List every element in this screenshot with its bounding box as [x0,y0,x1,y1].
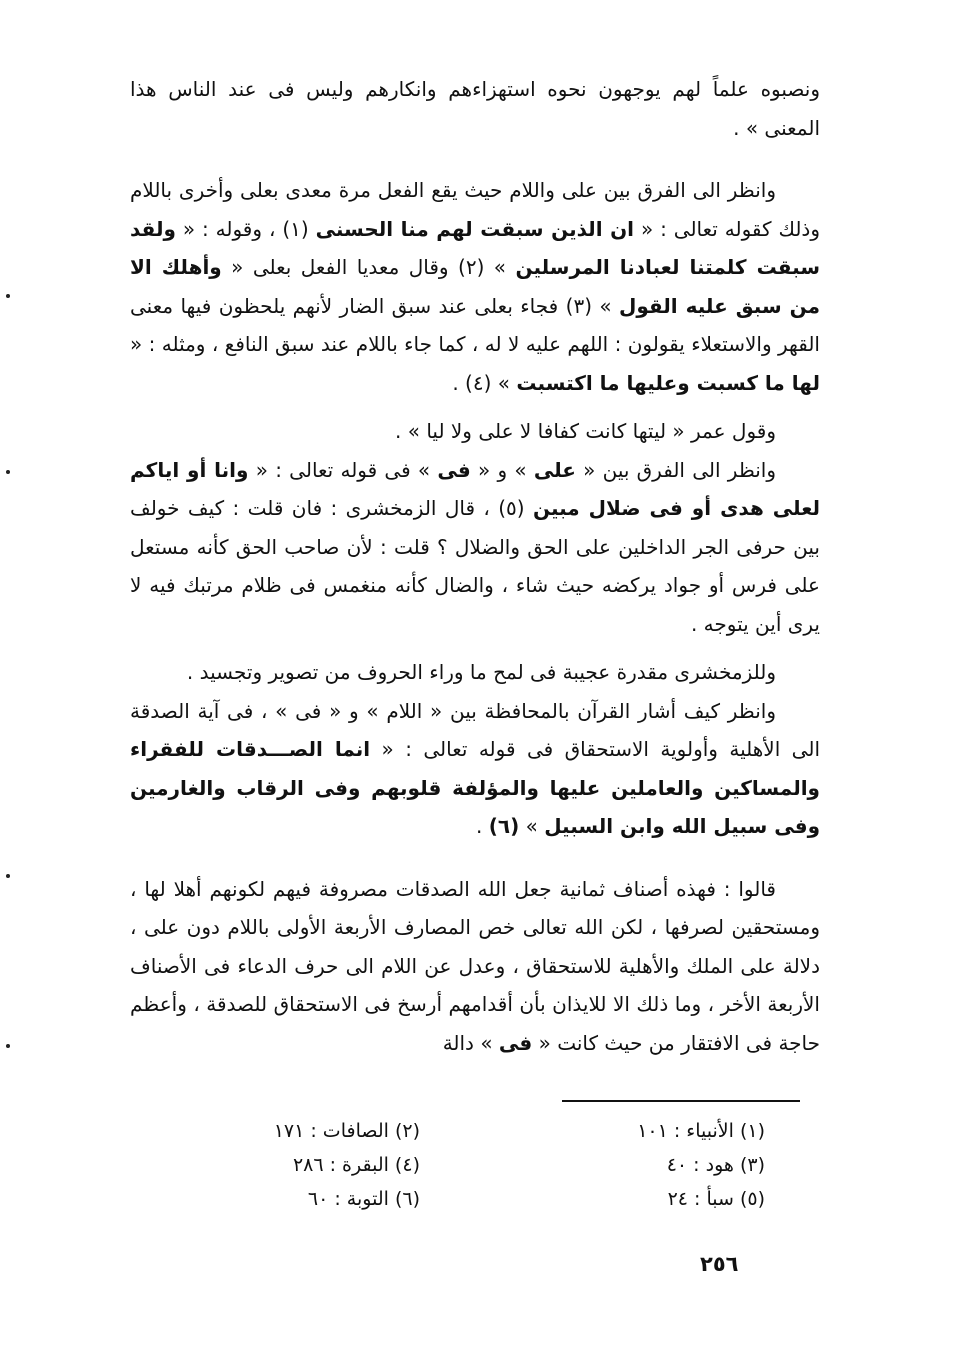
quran-quote: (٦) [488,814,520,838]
quran-quote: فى [498,1030,533,1055]
quran-quote: انما الصـــدقات للفقراء والمساكين والعاملين عليها والمؤلفة قلوبهم وفى الرقاب والغارمين وفى سبيل الله وابن السبيل [130,737,820,838]
text-segment: ونصبوه علماً لهم يوجهون نحوه استهزاءهم وانكارهم وليس فى عند الناس هذا المعنى » . [130,77,820,140]
footnote-6: (٦) التوبة : ٦٠ [307,1188,420,1210]
text-segment: . [476,814,489,838]
quran-quote: فى [437,457,471,482]
text-segment: » [519,814,545,838]
text-segment: (٥) ، قال الزمخشرى : فان قلت : كيف خولف بين حرفى الجر الداخلين على الحق والضلال ؟ قلت : لأن صاحب الحق كأنه مستعل على فرس أو جواد يركضه حيث شاء ، والضال كأنه منغمس فى ظلام مرتبك فيه لا يرى أين يتوجه . [130,496,820,636]
quran-quote: لها ما كسبت وعليها ما اكتسبت [516,370,820,395]
quran-quote: ان الذين سبقت لهم منا الحسنى [315,216,635,241]
paragraph-7 [130,870,820,1063]
footnotes-right-column [545,1114,765,1216]
quran-quote: ولقد سبقت كلمتنا لعبادنا المرسلين [130,216,820,279]
text-segment: » دالة [442,1030,499,1055]
paragraph-2 [130,171,820,402]
text-segment: قالوا : فهذه أصناف ثمانية جعل الله الصدقات مصروفة فيهم لكونهم أهلا لها ، ومستحقين لصرفها ، لكن الله تعالى خص المصارف الأربعة الأولى باللام دون على ، دلالة على الملك والأهلية للاستحقاق ، وعدل عن اللام الى حرف الدعاء فى الأصناف الأربعة الأخر ، وما ذلك الا للايذان بأن أقدامهم أرسخ فى الاستحقاق للصدقة ، وأعظم حاجة فى الافتقار من حيث كانت « [130,876,820,1055]
footnote-5: (٥) سبأ : ٢٤ [667,1188,765,1210]
text-segment: » و « [470,457,534,482]
paragraph-3 [130,412,820,451]
main-text [130,70,820,1062]
quran-quote: على [533,457,576,482]
paragraph-4 [130,451,820,644]
footnote-3: (٣) هود : ٤٠ [666,1154,765,1176]
footnote-2: (٢) الصافات : ١٧١ [273,1120,420,1142]
page-number: ٢٥٦ [700,1252,739,1276]
paragraph-6 [130,692,820,846]
paragraph-1 [130,70,820,147]
margin-speck [6,470,10,474]
footnotes-left-column [190,1114,420,1216]
quran-quote: وانا أو اياكم لعلى هدى أو فى ضلال مبين [130,457,820,520]
paragraph-5 [130,653,820,692]
margin-speck [6,874,10,878]
margin-speck [6,1044,10,1048]
text-segment: وانظر الى الفرق بين على واللام حيث يقع الفعل مرة معدى بعلى وأخرى باللام وذلك كقوله تعالى : « [130,178,820,241]
footnote-1: (١) الأنبياء : ١٠١ [637,1120,765,1142]
footnote-divider [562,1100,800,1102]
text-segment: وانظر كيف أشار القرآن بالمحافظة بين « اللام » و « فى » ، فى آية الصدقة الى الأهلية وأولوية الاستحقاق فى قوله تعالى : « [130,698,820,761]
quran-quote: وأهلك الا من سبق عليه القول [130,255,820,318]
text-segment: » فى قوله تعالى : « [248,457,438,482]
text-segment: » (٤) . [452,370,517,395]
text-segment: وللزمخشرى مقدرة عجيبة فى لمح ما وراء الحروف من تصوير وتجسيد . [186,660,776,684]
text-segment: (١) ، وقوله : « [175,216,316,241]
footnote-4: (٤) البقرة : ٢٨٦ [292,1154,420,1176]
text-segment: » (٣) فجاء بعلى عند سبق الضار لأنهم يلحظون فيها معنى القهر والاستعلاء يقولون : اللهم عليه لا له ، كما جاء باللام عند سبق النافع ، ومثله : « [130,293,820,356]
text-segment: وانظر الى الفرق بين « [575,457,777,482]
text-segment: » (٢) وقال معديا الفعل بعلى « [221,255,516,279]
text-segment: وقول عمر « ليتها كانت كفافا لا على ولا ليا » . [395,419,776,443]
margin-speck [6,294,10,298]
